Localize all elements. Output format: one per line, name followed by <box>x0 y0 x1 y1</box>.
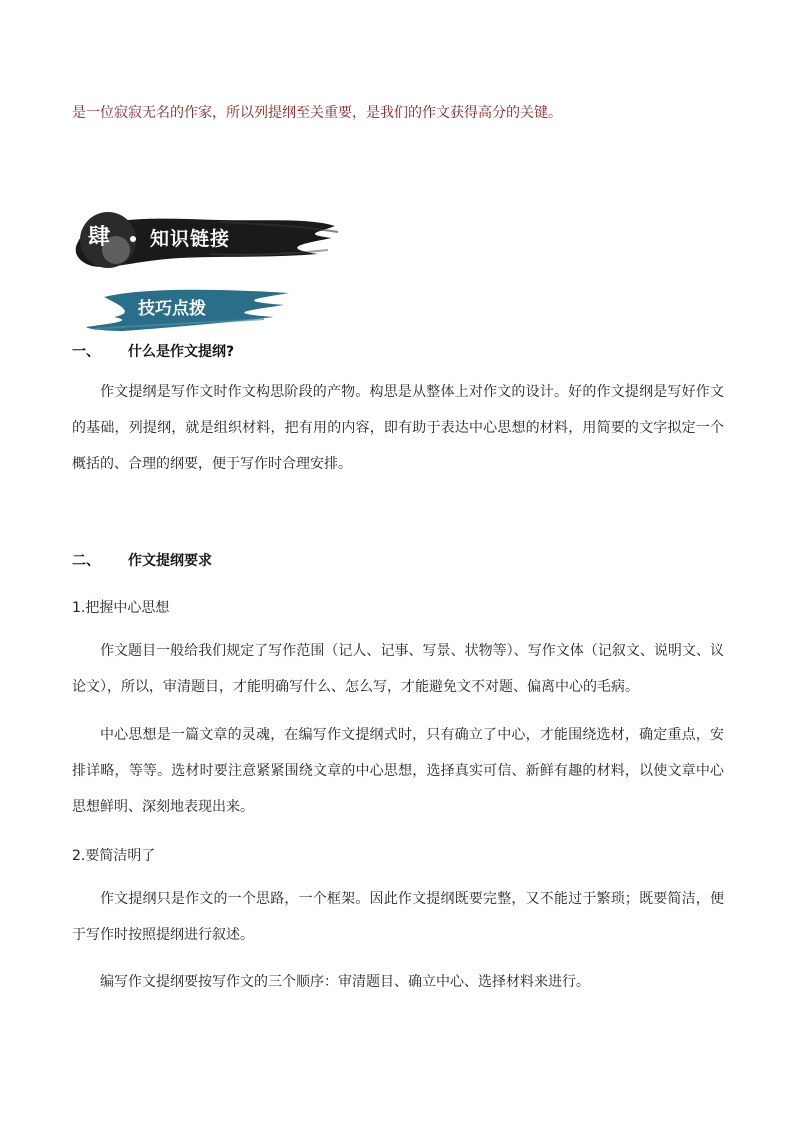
section-badge-number: 肆 <box>88 224 111 250</box>
item2-paragraph-2: 编写作文提纲要按写作文的三个顺序：审清题目、确立中心、选择材料来进行。 <box>100 974 590 990</box>
item2-paragraph-1: 作文提纲只是作文的一个思路，一个框架。因此作文提纲既要完整，又不能过于繁琐；既要简洁，便于写作时按照提纲进行叙述。 <box>72 891 724 943</box>
section2-heading <box>72 550 212 570</box>
section1-number: 一、 <box>72 344 100 360</box>
section2-title: 作文提纲要求 <box>128 553 212 569</box>
subsection-badge-title: 技巧点拨 <box>138 299 206 319</box>
section1-paragraph: 作文提纲是写作文时作文构思阶段的产物。构思是从整体上对作文的设计。好的作文提纲是写好作文的基础，列提纲，就是组织材料，把有用的内容，即有助于表达中心思想的材料，用简要的文字拟定一个概括的、合理的纲要，便于写作时合理安排。 <box>72 384 724 472</box>
section-badge-dot <box>130 236 136 242</box>
section1-title: 什么是作文提纲? <box>128 344 235 360</box>
section-badge-title: 知识链接 <box>150 228 231 250</box>
section2-number: 二、 <box>72 553 100 569</box>
item1-title: 1.把握中心思想 <box>72 600 170 616</box>
item2-title: 2.要简洁明了 <box>72 848 156 864</box>
item1-paragraph-1: 作文题目一般给我们规定了写作范围（记人、记事、写景、状物等）、写作文体（记叙文、说明文、议论文），所以，审清题目，才能明确写什么、怎么写，才能避免文不对题、偏离中心的毛病。 <box>72 643 724 695</box>
item1-paragraph-2: 中心思想是一篇文章的灵魂，在编写作文提纲式时，只有确立了中心，才能围绕选材，确定重点，安排详略，等等。选材时要注意紧紧围绕文章的中心思想，选择真实可信、新鲜有趣的材料，以使文章中心思想鲜明、深刻地表现出来。 <box>72 727 724 815</box>
intro-text: 是一位寂寂无名的作家，所以列提纲至关重要，是我们的作文获得高分的关键。 <box>72 105 562 121</box>
section1-heading <box>72 341 234 361</box>
